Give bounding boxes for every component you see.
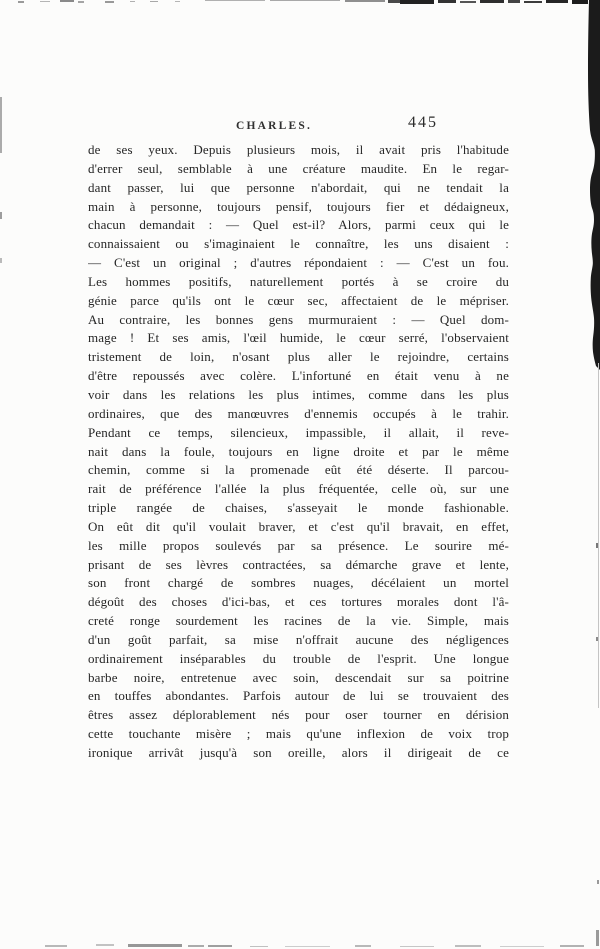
page-number: 445 <box>408 114 438 131</box>
text-line: voir dans les relations les plus intimes, comme dans les plus <box>88 386 509 402</box>
scan-speck <box>400 0 434 4</box>
scan-speck <box>597 880 599 884</box>
scan-speck <box>500 946 544 947</box>
scan-speck <box>388 0 414 3</box>
body-text <box>88 141 509 763</box>
scan-speck <box>96 944 114 946</box>
text-line: d'errer seul, semblable à une créature maudite. En le regar- <box>88 160 509 176</box>
text-line: — C'est un original ; d'autres répondaient : — C'est un fou. <box>88 255 509 271</box>
text-line: de ses yeux. Depuis plusieurs mois, il avait pris l'habitude <box>88 142 509 157</box>
scan-speck <box>18 1 24 3</box>
text-line: barbe noire, entretenue avec soin, descendait sur sa poitrine <box>88 669 509 685</box>
scan-speck <box>45 945 67 947</box>
scan-speck <box>130 1 135 2</box>
text-line: On eût dit qu'il voulait braver, et c'est qu'il bravait, en effet, <box>88 518 509 534</box>
scan-speck <box>438 0 456 3</box>
scan-speck <box>560 945 584 947</box>
text-line: les mille propos soulevés par sa présence. Le sourire mé- <box>88 537 509 553</box>
scan-speck <box>105 1 114 3</box>
text-line: triple rangée de chaises, s'asseyait le monde fashionable. <box>88 500 509 516</box>
text-line: en touffes abondantes. Parfois autour de lui se trouvaient des <box>88 688 509 704</box>
text-line: ordinairement inséparables du trouble de l'esprit. Une longue <box>88 650 509 666</box>
text-line: d'être repoussés avec colère. L'infortuné en était venu à ne <box>88 368 509 384</box>
text-line: dant passer, lui que personne n'abordait, qui ne tendait la <box>88 179 509 195</box>
text-line: son front chargé de sombres nuages, décélaient un mortel <box>88 575 509 591</box>
scan-speck <box>175 1 180 2</box>
text-line: nait dans la foule, toujours en ligne droite et par le même <box>88 443 509 459</box>
scan-speck <box>524 1 542 3</box>
scan-speck <box>0 258 2 263</box>
running-title: CHARLES. <box>236 120 313 132</box>
text-line: creté ronge sourdement les racines de la vie. Simple, mais <box>88 613 509 629</box>
text-line: mage ! Et ses amis, l'œil humide, le cœur serré, l'observaient <box>88 330 509 346</box>
text-line: chacun demandait : — Quel est-il? Alors, parmi ceux qui le <box>88 217 509 233</box>
scan-speck <box>60 0 74 2</box>
scan-speck <box>596 930 599 946</box>
text-line: êtres assez déplorablement nés pour oser tourner en dérision <box>88 707 509 723</box>
text-line: Pendant ce temps, silencieux, impassible, il allait, il reve- <box>88 424 509 440</box>
scan-speck <box>40 1 50 2</box>
text-line: connaissaient ou s'imaginaient le connaître, les uns disaient : <box>88 236 509 252</box>
text-line: rait de préférence l'allée la plus fréquentée, celle où, sur une <box>88 481 509 497</box>
text-line: Au contraire, les bonnes gens murmuraient : — Quel dom- <box>88 311 509 327</box>
text-line: ordinaires, que des manœuvres d'ennemis occupés à le trahir. <box>88 405 509 421</box>
text-line: main à personne, toujours pensif, toujours fier et dédaigneux, <box>88 198 509 214</box>
scan-speck <box>188 945 204 947</box>
scan-speck <box>546 0 568 3</box>
scan-speck <box>270 0 340 1</box>
scan-speck <box>345 0 385 2</box>
text-line: chemin, comme si la promenade eût été déserte. Il parcou- <box>88 462 509 478</box>
scan-speck <box>285 946 330 947</box>
scan-speck <box>250 946 268 947</box>
scan-artifact-right-edge <box>578 0 600 370</box>
text-line: dégoût des choses d'ici-bas, et ces tortures morales dont l'â- <box>88 594 509 610</box>
scan-artifact-right-faint-line <box>598 363 600 708</box>
scan-speck <box>208 945 232 947</box>
scan-speck <box>400 946 434 947</box>
text-line: ironique arrivât jusqu'à son oreille, alors il dirigeait de ce <box>88 745 509 760</box>
scan-speck <box>150 1 158 2</box>
text-line: d'un goût parfait, sa mise n'offrait aucune des négligences <box>88 631 509 647</box>
scan-speck <box>355 945 371 947</box>
scan-speck <box>0 212 2 219</box>
text-line: tristement de loin, n'osant plus aller le rejoindre, certains <box>88 349 509 365</box>
text-line: cette touchante misère ; mais qu'une inflexion de voix trop <box>88 726 509 742</box>
scan-speck <box>508 0 520 3</box>
scan-speck <box>78 1 84 3</box>
scan-speck <box>455 945 481 947</box>
scan-speck <box>128 944 182 947</box>
text-line: Les hommes positifs, naturellement portés à se croire du <box>88 273 509 289</box>
text-line: prisant de ses lèvres contractées, sa démarche grave et lente, <box>88 556 509 572</box>
scan-speck <box>205 0 265 1</box>
text-line: génie parce qu'ils ont le cœur sec, affectaient de le mépriser. <box>88 292 509 308</box>
scan-speck <box>460 1 476 3</box>
scan-speck <box>480 0 504 3</box>
scan-speck <box>0 97 2 153</box>
